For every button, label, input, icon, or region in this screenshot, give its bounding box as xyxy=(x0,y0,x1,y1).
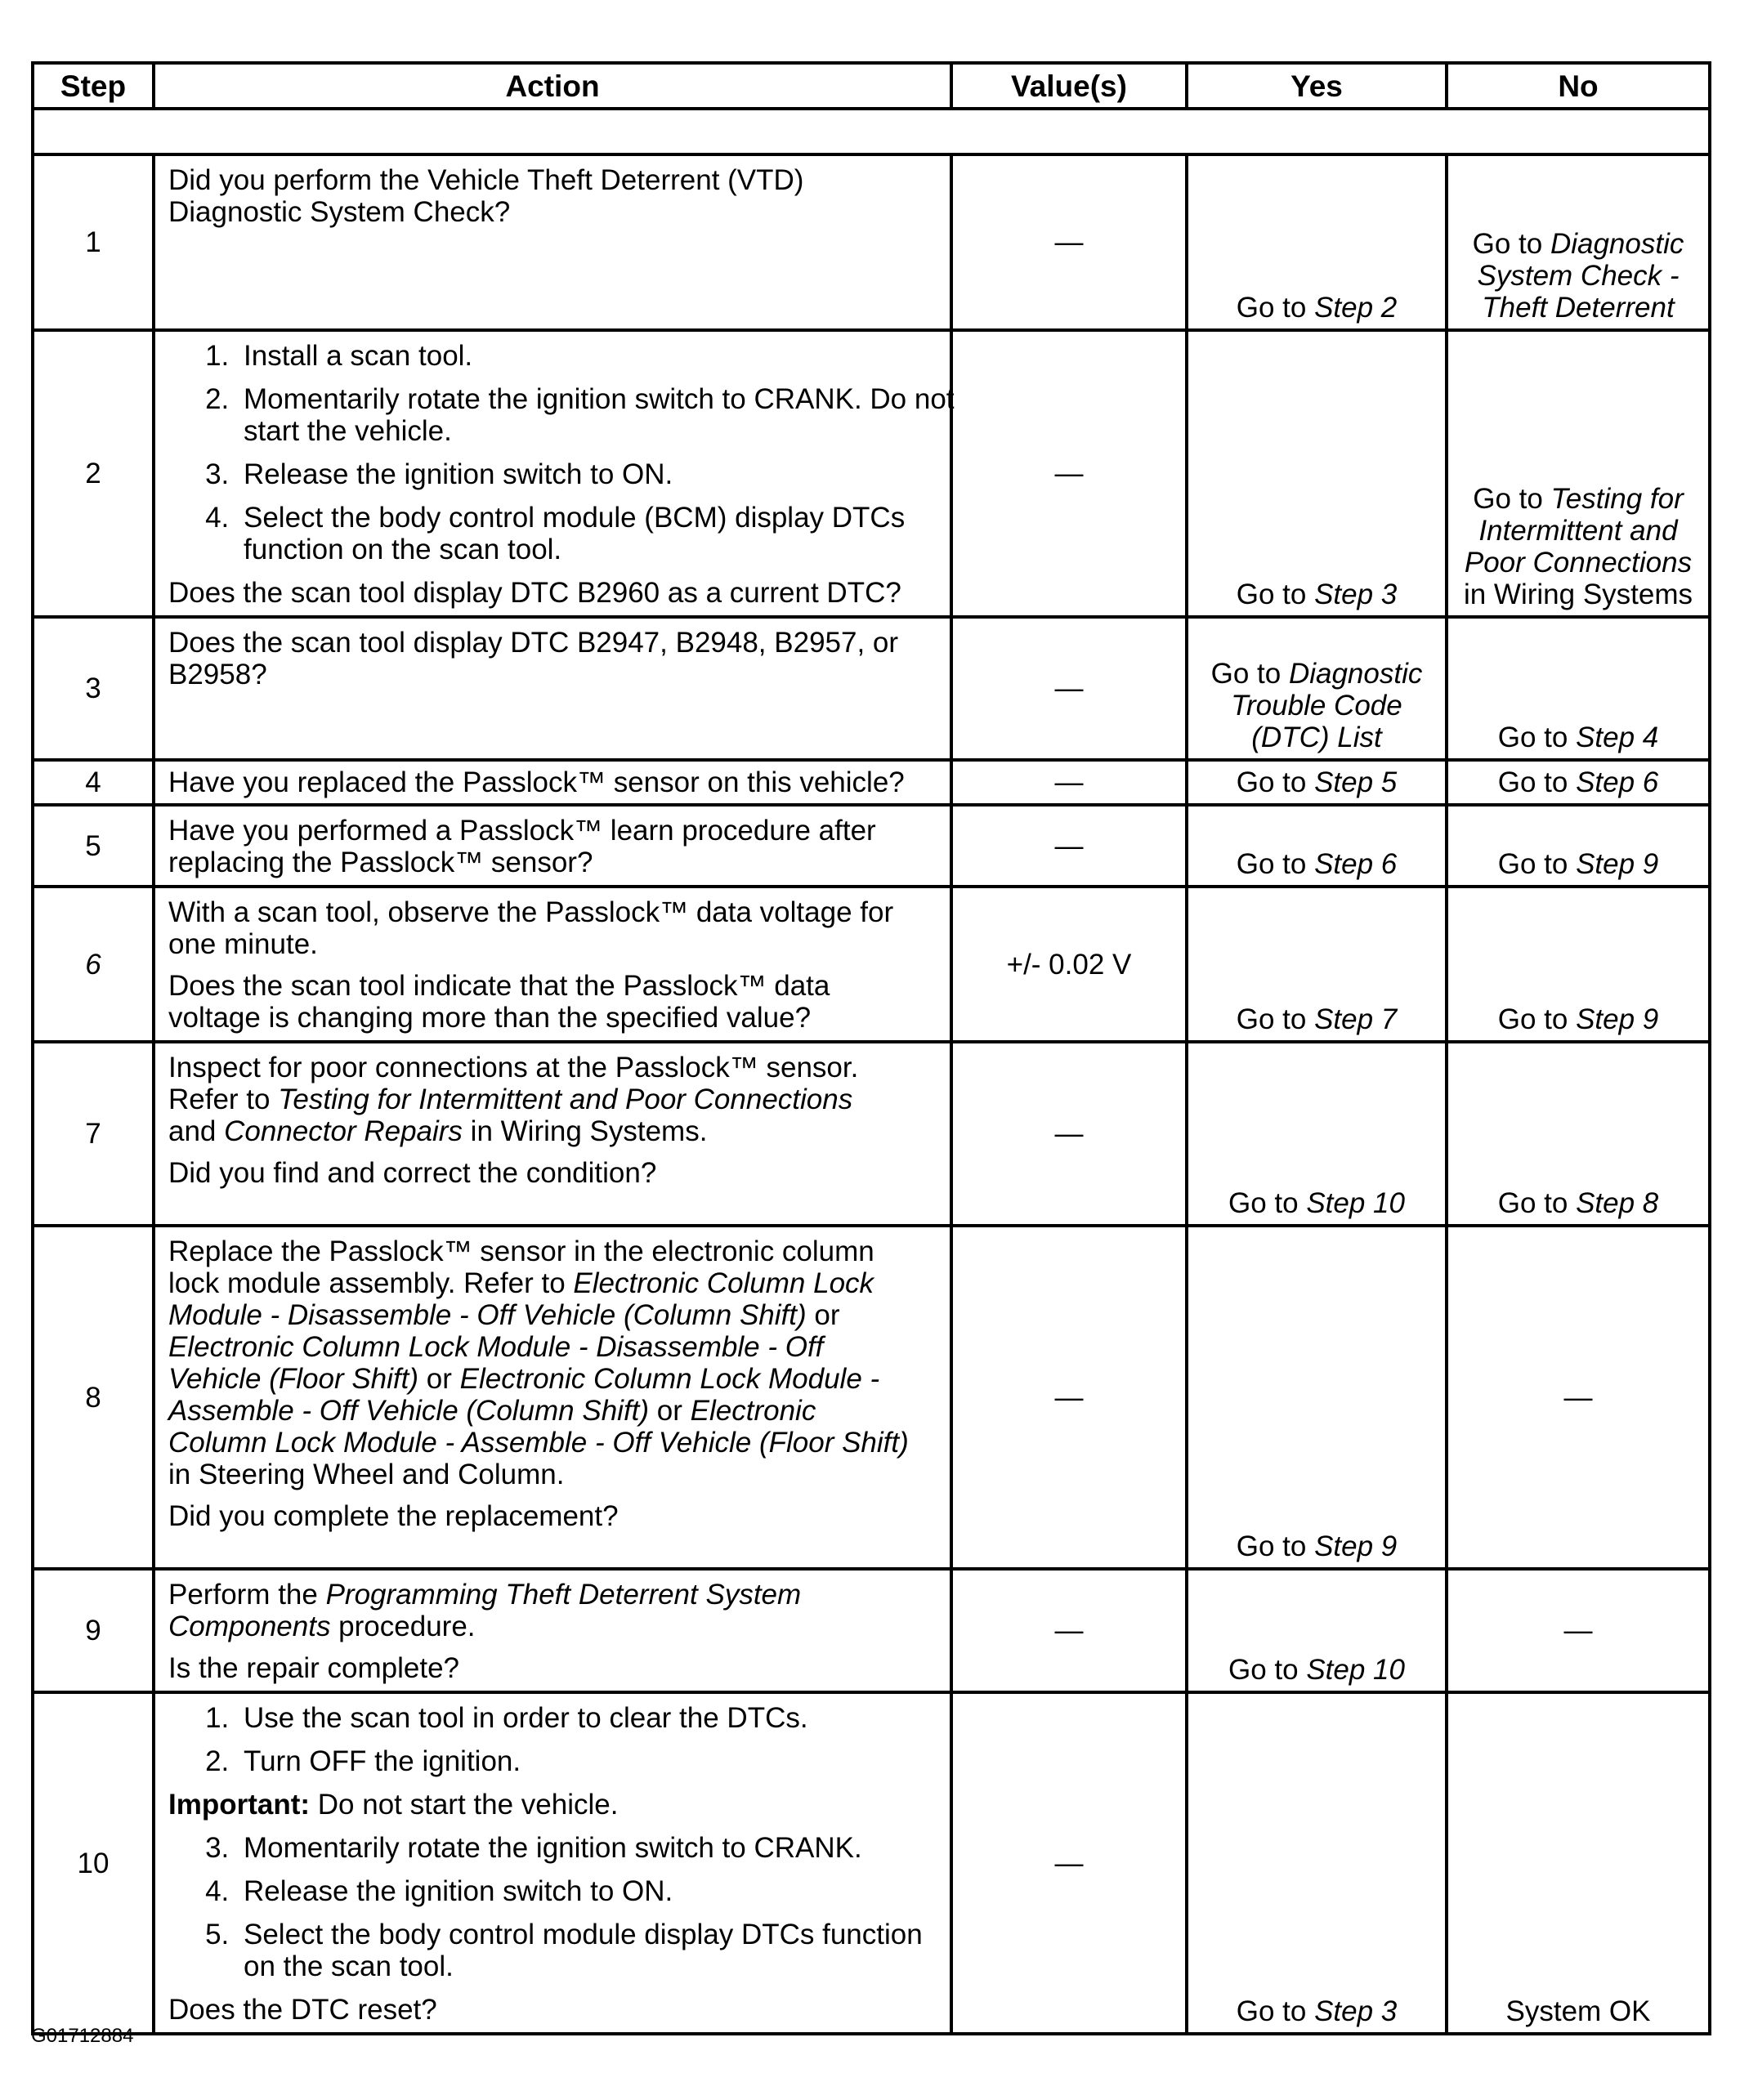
table-row xyxy=(33,805,1710,887)
no-prefix: Go to xyxy=(1472,228,1550,260)
yes-link[interactable]: Diagnostic Trouble Code (DTC) List xyxy=(1231,658,1423,753)
question-text: Does the DTC reset? xyxy=(168,1994,437,2026)
action-text-b: or xyxy=(806,1299,840,1331)
question-text: Is the repair complete? xyxy=(168,1652,460,1684)
table-row xyxy=(33,1569,1710,1692)
action-cell xyxy=(154,805,951,887)
table-row xyxy=(33,887,1710,1042)
yes-link[interactable]: Step 9 xyxy=(1314,1530,1398,1562)
step-number: 7 xyxy=(33,1042,154,1226)
yes-cell xyxy=(1187,1692,1447,2034)
yes-prefix: Go to xyxy=(1236,848,1315,880)
important-label: Important: xyxy=(168,1789,311,1821)
no-link[interactable]: Step 8 xyxy=(1576,1187,1659,1219)
action-text-c: in Wiring Systems. xyxy=(462,1115,708,1147)
question-text: Does the scan tool indicate that the Passlock™ data voltage is changing more than the specified value? xyxy=(168,970,830,1034)
question-text: Did you complete the replacement? xyxy=(168,1500,619,1532)
list-item: 2. Turn OFF the ignition. xyxy=(237,1745,938,1777)
yes-link[interactable]: Step 3 xyxy=(1314,1995,1398,2027)
important-note xyxy=(168,1789,938,1821)
table-row xyxy=(33,1226,1710,1569)
header-action: Action xyxy=(154,63,951,109)
no-cell xyxy=(1447,330,1710,617)
list-item: 3. Release the ignition switch to ON. xyxy=(237,458,956,490)
step-number: 1 xyxy=(33,154,154,330)
step-number: 5 xyxy=(33,805,154,887)
list-item: 4. Release the ignition switch to ON. xyxy=(237,1875,938,1907)
table-row xyxy=(33,1042,1710,1226)
value-cell: — xyxy=(951,1692,1187,2034)
value-cell: — xyxy=(951,1569,1187,1692)
question-text: Did you find and correct the condition? xyxy=(168,1157,657,1189)
action-list xyxy=(168,340,956,565)
yes-cell xyxy=(1187,617,1447,760)
yes-prefix: Go to xyxy=(1228,1654,1307,1686)
no-prefix: Go to xyxy=(1473,483,1551,515)
action-cell xyxy=(154,887,951,1042)
action-text: With a scan tool, observe the Passlock™ data voltage for one minute. xyxy=(168,896,894,960)
yes-cell xyxy=(1187,887,1447,1042)
yes-cell xyxy=(1187,1226,1447,1569)
no-cell: — xyxy=(1447,1226,1710,1569)
table-row xyxy=(33,617,1710,760)
value-cell: — xyxy=(951,1226,1187,1569)
action-text xyxy=(168,1052,904,1147)
header-step: Step xyxy=(33,63,154,109)
action-text-a: Perform the xyxy=(168,1579,326,1611)
action-text-b: procedure. xyxy=(330,1611,476,1642)
no-cell xyxy=(1447,617,1710,760)
header-no: No xyxy=(1447,63,1710,109)
value-cell: +/- 0.02 V xyxy=(951,887,1187,1042)
blank-row xyxy=(33,109,1710,154)
action-text xyxy=(168,1235,920,1490)
no-cell xyxy=(1447,887,1710,1042)
yes-link[interactable]: Step 5 xyxy=(1314,766,1398,798)
action-cell xyxy=(154,617,951,760)
value-cell: — xyxy=(951,330,1187,617)
yes-prefix: Go to xyxy=(1210,658,1289,690)
yes-link[interactable]: Step 7 xyxy=(1314,1003,1398,1035)
action-text-a: Replace the Passlock™ sensor in the electronic column lock module assembly. Refer to xyxy=(168,1235,874,1299)
no-prefix: Go to xyxy=(1497,766,1577,798)
no-link[interactable]: Step 6 xyxy=(1576,766,1659,798)
list-item: 1. Install a scan tool. xyxy=(237,340,956,372)
no-cell: — xyxy=(1447,1569,1710,1692)
no-cell: System OK xyxy=(1447,1692,1710,2034)
action-text-e: in Steering Wheel and Column. xyxy=(168,1459,565,1490)
no-link[interactable]: Testing for Intermittent and Poor Connections xyxy=(1464,483,1693,579)
figure-code: G01712884 xyxy=(31,2025,134,2047)
question-text: Does the scan tool display DTC B2960 as a current DTC? xyxy=(168,577,901,609)
no-prefix: Go to xyxy=(1497,1003,1577,1035)
no-suffix: in Wiring Systems xyxy=(1463,579,1693,610)
action-cell xyxy=(154,1042,951,1226)
no-cell xyxy=(1447,805,1710,887)
action-text xyxy=(168,1579,839,1642)
yes-link[interactable]: Step 3 xyxy=(1314,579,1398,610)
yes-cell xyxy=(1187,330,1447,617)
action-cell xyxy=(154,760,951,805)
list-item: 5. Select the body control module display DTCs function on the scan tool. xyxy=(237,1919,938,1982)
header-values: Value(s) xyxy=(951,63,1187,109)
action-text-a: Inspect for poor connections at the Passlock™ sensor. Refer to xyxy=(168,1052,859,1115)
step-number: 9 xyxy=(33,1569,154,1692)
no-cell xyxy=(1447,1042,1710,1226)
ref-link[interactable]: Connector Repairs xyxy=(224,1115,463,1147)
ref-link[interactable]: Electronic Column Lock Module - Disassemble - Off Vehicle (Floor Shift) xyxy=(168,1331,824,1395)
action-cell xyxy=(154,1692,951,2034)
no-prefix: Go to xyxy=(1497,848,1577,880)
no-link[interactable]: Step 9 xyxy=(1576,848,1659,880)
step-number: 4 xyxy=(33,760,154,805)
yes-prefix: Go to xyxy=(1236,1530,1315,1562)
list-item: 4. Select the body control module (BCM) display DTCs function on the scan tool. xyxy=(237,502,956,565)
yes-link[interactable]: Step 10 xyxy=(1306,1187,1405,1219)
list-item: 2. Momentarily rotate the ignition switch to CRANK. Do not start the vehicle. xyxy=(237,383,956,447)
action-text: Have you performed a Passlock™ learn procedure after replacing the Passlock™ sensor? xyxy=(168,815,876,878)
no-link[interactable]: Diagnostic System Check - Theft Deterrent xyxy=(1477,228,1684,324)
step-number: 10 xyxy=(33,1692,154,2034)
diagnostic-table-sheet xyxy=(31,61,1708,2035)
no-prefix: Go to xyxy=(1497,722,1577,753)
no-cell xyxy=(1447,760,1710,805)
ref-link[interactable]: Programming Theft Deterrent System Components xyxy=(168,1579,802,1642)
action-cell xyxy=(154,1226,951,1569)
value-cell: — xyxy=(951,805,1187,887)
yes-prefix: Go to xyxy=(1236,766,1315,798)
ref-link[interactable]: Electronic Column Lock Module - Assemble - Off Vehicle (Floor Shift) xyxy=(168,1395,909,1459)
table-row xyxy=(33,1692,1710,2034)
diagnostic-table xyxy=(31,61,1711,2035)
ref-link[interactable]: Electronic Column Lock Module - Assemble - Off Vehicle (Column Shift) xyxy=(168,1363,880,1427)
step-number: 2 xyxy=(33,330,154,617)
action-list xyxy=(168,1832,938,1982)
step-number-italic: 6 xyxy=(85,948,101,981)
action-text-c: or xyxy=(418,1363,460,1395)
header-yes: Yes xyxy=(1187,63,1447,109)
yes-cell xyxy=(1187,1042,1447,1226)
table-row xyxy=(33,760,1710,805)
action-text-b: and xyxy=(168,1115,225,1147)
list-item: 1. Use the scan tool in order to clear the DTCs. xyxy=(237,1702,938,1734)
yes-prefix: Go to xyxy=(1236,292,1315,324)
action-list xyxy=(168,1702,938,1777)
action-text-d: or xyxy=(649,1395,691,1427)
action-text: Does the scan tool display DTC B2947, B2948, B2957, or B2958? xyxy=(168,627,899,690)
no-link[interactable]: Step 4 xyxy=(1576,722,1659,753)
step-number: 3 xyxy=(33,617,154,760)
action-cell xyxy=(154,154,951,330)
list-item: 3. Momentarily rotate the ignition switch to CRANK. xyxy=(237,1832,938,1864)
yes-prefix: Go to xyxy=(1236,1003,1315,1035)
action-cell xyxy=(154,1569,951,1692)
value-cell: — xyxy=(951,1042,1187,1226)
step-number xyxy=(33,887,154,1042)
ref-link[interactable]: Testing for Intermittent and Poor Connections xyxy=(278,1084,853,1115)
action-text: Have you replaced the Passlock™ sensor on this vehicle? xyxy=(168,766,905,798)
value-cell: — xyxy=(951,760,1187,805)
action-text: Did you perform the Vehicle Theft Deterrent (VTD) Diagnostic System Check? xyxy=(168,164,804,228)
yes-link[interactable]: Step 10 xyxy=(1306,1654,1405,1686)
action-cell xyxy=(154,330,955,617)
ref-link[interactable]: Electronic Column Lock Module - Disassemble - Off Vehicle (Column Shift) xyxy=(168,1267,874,1331)
no-cell xyxy=(1447,154,1710,330)
yes-link[interactable]: Step 2 xyxy=(1314,292,1398,324)
yes-cell xyxy=(1187,154,1447,330)
yes-cell xyxy=(1187,1569,1447,1692)
yes-cell xyxy=(1187,805,1447,887)
no-link[interactable]: Step 9 xyxy=(1576,1003,1659,1035)
step-number: 8 xyxy=(33,1226,154,1569)
no-prefix: Go to xyxy=(1497,1187,1577,1219)
important-text: Do not start the vehicle. xyxy=(310,1789,619,1821)
yes-prefix: Go to xyxy=(1236,579,1315,610)
yes-link[interactable]: Step 6 xyxy=(1314,848,1398,880)
table-row xyxy=(33,330,1710,617)
value-cell: — xyxy=(951,617,1187,760)
value-cell: — xyxy=(951,154,1187,330)
yes-prefix: Go to xyxy=(1228,1187,1307,1219)
header-row xyxy=(33,63,1710,109)
yes-prefix: Go to xyxy=(1236,1995,1315,2027)
table-row xyxy=(33,154,1710,330)
yes-cell xyxy=(1187,760,1447,805)
